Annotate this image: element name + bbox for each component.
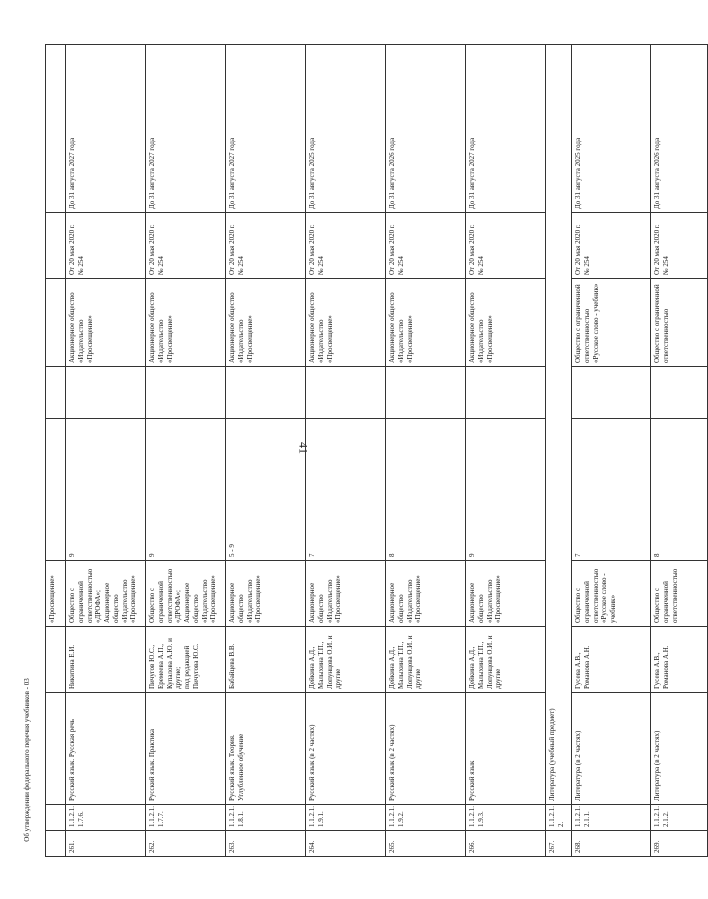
cell-order: От 20 мая 2020 г. № 254	[386, 213, 466, 279]
cell-extra	[466, 367, 546, 419]
cell-num: 268.	[572, 831, 651, 857]
cell-grade: 7	[306, 419, 386, 561]
cell-grade: 5 - 9	[226, 419, 306, 561]
cell-code: 1.1.2.1. 1.9.2.	[386, 805, 466, 831]
cell-extra	[226, 367, 306, 419]
cell-extra	[651, 367, 708, 419]
cell-extra	[46, 367, 66, 419]
cell-publisher: Акционерное общество «Издательство «Просвещение»	[306, 561, 386, 627]
cell-deadline: До 31 августа 2027 года	[66, 45, 146, 213]
cell-num	[46, 831, 66, 857]
cell-holder: Акционерное общество «Издательство «Просвещение»	[66, 279, 146, 367]
cell-holder: Акционерное общество «Издательство «Просвещение»	[306, 279, 386, 367]
cell-publisher: Общество с ограниченной ответственностью	[651, 561, 708, 627]
cell-extra	[66, 367, 146, 419]
cell-authors: Гусева А.В., Романова А.Н.	[572, 627, 651, 693]
cell-holder: Общество с ограниченной ответственностью «Русское слово - учебник»	[572, 279, 651, 367]
cell-title: Русский язык	[466, 693, 546, 805]
cell-grade: 9	[146, 419, 226, 561]
cell-extra	[572, 367, 651, 419]
cell-code: 1.1.2.1. 2.	[546, 805, 572, 831]
cell-code: 1.1.2.1. 1.8.1.	[226, 805, 306, 831]
cell-authors: Гусева А.В., Романова А.Н.	[651, 627, 708, 693]
cell-grade	[46, 419, 66, 561]
cell-deadline: До 31 августа 2025 года	[306, 45, 386, 213]
cell-extra	[146, 367, 226, 419]
cell-order: От 20 мая 2020 г. № 254	[466, 213, 546, 279]
cell-order: От 20 мая 2020 г. № 254	[572, 213, 651, 279]
cell-code: 1.1.2.1. 1.9.3.	[466, 805, 546, 831]
cell-code: 1.1.2.1. 2.1.1.	[572, 805, 651, 831]
cell-publisher: «Просвещение»	[46, 561, 66, 627]
cell-publisher: Акционерное общество «Издательство «Просвещение»	[226, 561, 306, 627]
cell-publisher: Акционерное общество «Издательство «Просвещение»	[386, 561, 466, 627]
cell-grade: 9	[466, 419, 546, 561]
cell-code: 1.1.2.1. 1.7.7.	[146, 805, 226, 831]
cell-authors: Дейкина А.Д., Малыхина Т.П., Лопунцова О.И. и другие	[466, 627, 546, 693]
cell-deadline: До 31 августа 2027 года	[226, 45, 306, 213]
cell-num: 266.	[466, 831, 546, 857]
cell-code: 1.1.2.1. 1.9.1.	[306, 805, 386, 831]
cell-code	[46, 805, 66, 831]
cell-holder: Общество с ограниченной ответственностью	[651, 279, 708, 367]
cell-holder: Акционерное общество «Издательство «Просвещение»	[466, 279, 546, 367]
table-row	[146, 45, 226, 857]
cell-order	[46, 213, 66, 279]
cell-holder: Акционерное общество «Издательство «Просвещение»	[146, 279, 226, 367]
cell-num: 267.	[546, 831, 572, 857]
cell-deadline: До 31 августа 2027 года	[146, 45, 226, 213]
cell-holder	[46, 279, 66, 367]
cell-authors: Пичугов Ю.С., Еремеева А.П., Купалова А.Ю. и другие; под редакцией Пичугова Ю.С.	[146, 627, 226, 693]
cell-grade: 8	[651, 419, 708, 561]
cell-authors: Дейкина А.Д., Малыхина Т.П., Лопунцова О.И. и другие	[386, 627, 466, 693]
cell-title: Литература (в 2 частях)	[572, 693, 651, 805]
cell-publisher: Общество с ограниченной ответственностью «ДРОФА»; Акционерное общество «Издательство «Просвещение»	[66, 561, 146, 627]
cell-extra	[306, 367, 386, 419]
cell-publisher: Акционерное общество «Издательство «Просвещение»	[466, 561, 546, 627]
cell-order: От 20 мая 2020 г. № 254	[226, 213, 306, 279]
cell-title: Русский язык. Практика	[146, 693, 226, 805]
table-row	[66, 45, 146, 857]
cell-title	[46, 693, 66, 805]
cell-order: От 20 мая 2020 г. № 254	[146, 213, 226, 279]
cell-num: 265.	[386, 831, 466, 857]
table-row	[651, 45, 708, 857]
cell-authors: Бабайцева В.В.	[226, 627, 306, 693]
cell-title: Русский язык (в 2 частях)	[386, 693, 466, 805]
section-title: Литература (учебный предмет)	[546, 45, 572, 805]
cell-holder: Акционерное общество «Издательство «Просвещение»	[226, 279, 306, 367]
cell-publisher: Общество с ограниченной ответственностью «ДРОФА»; Акционерное общество «Издательство «Просвещение»	[146, 561, 226, 627]
footer-note: Об утверждении федерального перечня учебников - 03	[23, 678, 31, 842]
cell-deadline: До 31 августа 2026 года	[386, 45, 466, 213]
cell-num: 264.	[306, 831, 386, 857]
cell-code: 1.1.2.1. 2.1.2.	[651, 805, 708, 831]
section-row	[546, 45, 572, 857]
cell-code: 1.1.2.1. 1.7.6.	[66, 805, 146, 831]
cell-authors	[46, 627, 66, 693]
textbook-table	[45, 44, 708, 857]
continuation-row	[46, 45, 66, 857]
cell-order: От 20 мая 2020 г. № 254	[651, 213, 708, 279]
cell-deadline: До 31 августа 2027 года	[466, 45, 546, 213]
cell-title: Русский язык. Русская речь	[66, 693, 146, 805]
table-row	[466, 45, 546, 857]
rotated-page	[45, 45, 679, 857]
cell-publisher: Общество с ограниченной ответственностью «Русское слово - учебник»	[572, 561, 651, 627]
cell-grade: 7	[572, 419, 651, 561]
cell-title: Русский язык (в 2 частях)	[306, 693, 386, 805]
table-row	[386, 45, 466, 857]
cell-num: 262.	[146, 831, 226, 857]
cell-deadline: До 31 августа 2025 года	[572, 45, 651, 213]
cell-title: Литература (в 2 частях)	[651, 693, 708, 805]
cell-order: От 20 мая 2020 г. № 254	[306, 213, 386, 279]
table-row	[572, 45, 651, 857]
cell-num: 261.	[66, 831, 146, 857]
cell-grade: 9	[66, 419, 146, 561]
cell-grade: 8	[386, 419, 466, 561]
cell-title: Русский язык. Теория. Углубленное обучение	[226, 693, 306, 805]
table-row	[306, 45, 386, 857]
cell-authors: Дейкина А.Д., Малыхина Т.П., Лопунцова О.И. и другие	[306, 627, 386, 693]
cell-deadline: До 31 августа 2026 года	[651, 45, 708, 213]
cell-deadline	[46, 45, 66, 213]
cell-num: 263.	[226, 831, 306, 857]
cell-extra	[386, 367, 466, 419]
page-number: 41	[296, 442, 311, 454]
cell-num: 269.	[651, 831, 708, 857]
table-row	[226, 45, 306, 857]
cell-order: От 20 мая 2020 г. № 254	[66, 213, 146, 279]
cell-holder: Акционерное общество «Издательство «Просвещение»	[386, 279, 466, 367]
cell-authors: Никитина Е.И.	[66, 627, 146, 693]
